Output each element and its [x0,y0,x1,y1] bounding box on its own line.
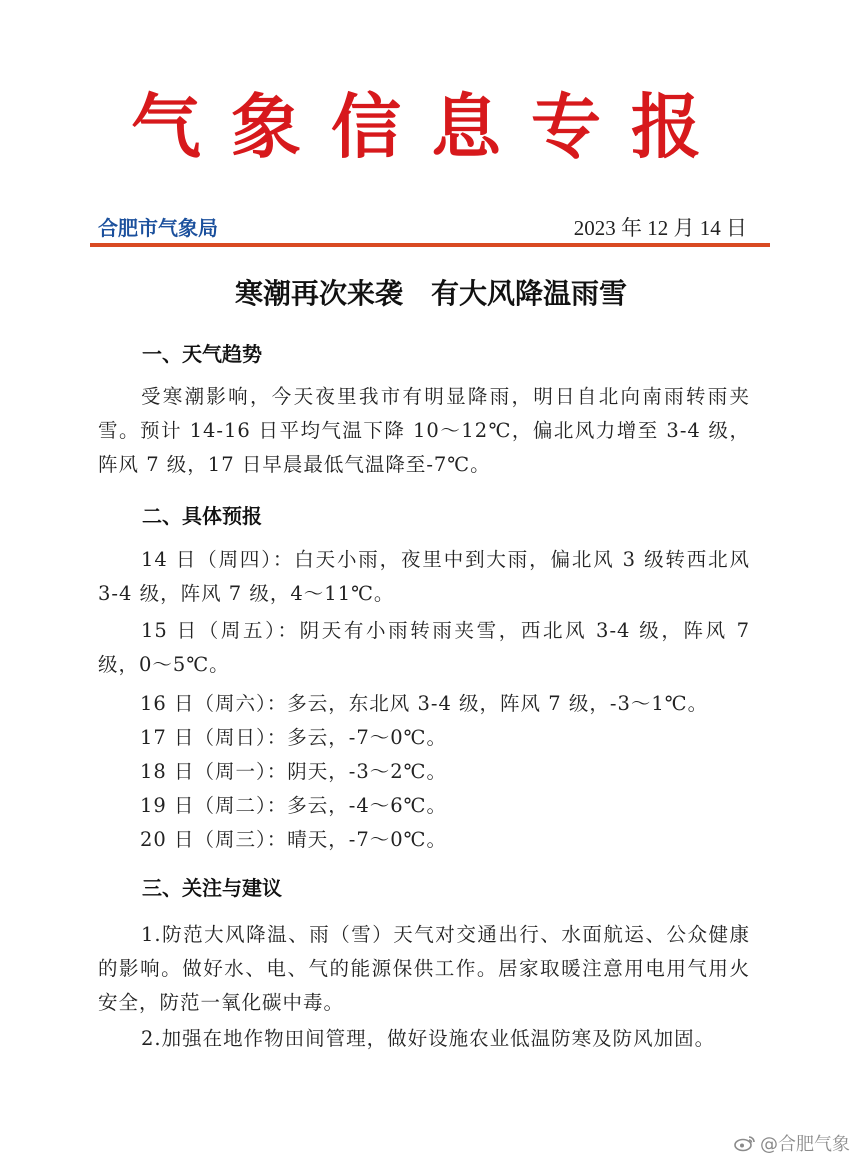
forecast-item: 16 日（周六）：多云，东北风 3-4 级，阵风 7 级，-3～1℃。 [140,692,709,715]
forecast-item: 18 日（周一）：阴天，-3～2℃。 [140,760,447,783]
issue-date: 2023 年 12 月 14 日 [573,216,747,240]
advice-item: 2.加强在地作物田间管理，做好设施农业低温防寒及防风加固。 [141,1027,716,1050]
trend-paragraph: 受寒潮影响，今天夜里我市有明显降雨，明日自北向南雨转雨夹雪。预计 14-16 日平均气温下降 10～12℃，偏北风力增至 3-4 级，阵风 7 级，17 日早晨最低气温降至-7℃。 [98,385,750,476]
watermark [734,1130,850,1156]
header-divider [90,243,770,247]
section-heading-advice: 三、关注与建议 [142,876,282,900]
forecast-item: 14 日（周四）：白天小雨，夜里中到大雨，偏北风 3 级转西北风 3-4 级，阵风 7 级，4～11℃。 [98,548,750,605]
watermark-text: @合肥气象 [760,1134,850,1155]
forecast-item: 17 日（周日）：多云，-7～0℃。 [140,726,447,749]
forecast-item: 20 日（周三）：晴天，-7～0℃。 [140,828,447,851]
section-heading-trend: 一、天气趋势 [142,342,262,366]
issuing-agency: 合肥市气象局 [98,216,218,240]
weibo-icon [734,1134,756,1152]
headline: 寒潮再次来袭 有大风降温雨雪 [234,277,627,310]
advice-item: 1.防范大风降温、雨（雪）天气对交通出行、水面航运、公众健康的影响。做好水、电、气的能源保供工作。居家取暖注意用电用气用火安全，防范一氧化碳中毒。 [98,923,750,1014]
forecast-item: 15 日（周五）：阴天有小雨转雨夹雪，西北风 3-4 级，阵风 7 级，0～5℃。 [98,619,750,676]
section-heading-forecast: 二、具体预报 [142,504,262,528]
masthead-title: 气象信息专报 [131,85,731,168]
forecast-item: 19 日（周二）：多云，-4～6℃。 [140,794,447,817]
